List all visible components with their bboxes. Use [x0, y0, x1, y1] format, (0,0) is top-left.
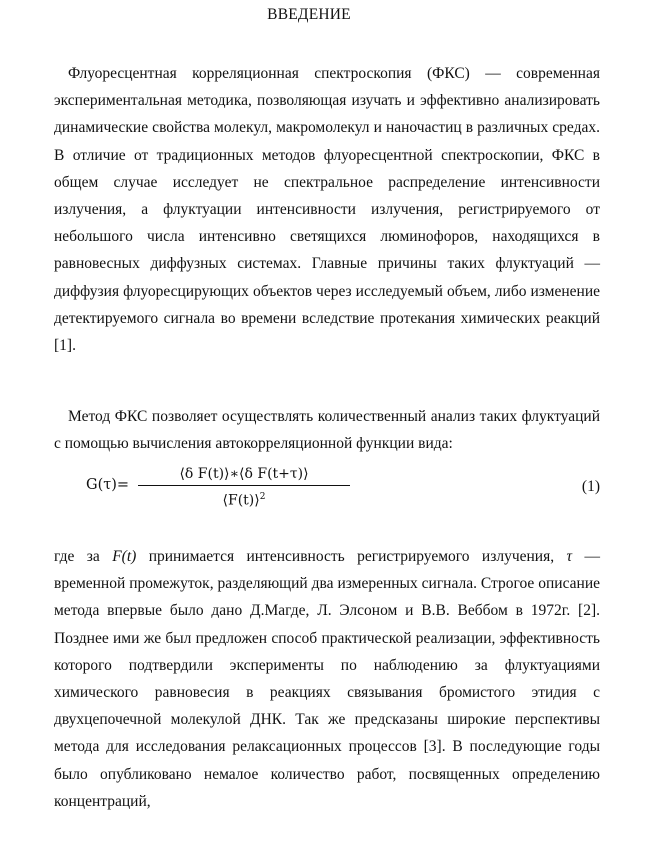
paragraph-intro: Флуоресцентная корреляционная спектроскопия (ФКС) — современная экспериментальная методика, позволяющая изучать и эффективно анализировать динамические свойства молекул, макромолекул и наночастиц в различных средах. В отличие от традиционных методов флуоресцентной спектроскопии, ФКС в общем случае исследует не спектральное распределение интенсивности излучения, а флуктуации интенсивности излучения, регистрируемого от небольшого числа интенсивно светящихся люминофоров, находящихся в равновесных диффузных системах. Главные причины таких флуктуаций — диффузия флуоресцирующих объектов через исследуемый объем, либо изменение детектируемого сигнала во времени вследствие протекания химических реакций [1]. — [54, 65, 600, 355]
tau-variable: τ — [566, 548, 573, 565]
paragraph-history-rest: — временной промежуток, разделяющий два измеренных сигнала. Строгое описание метода впервые было дано Д.Магде, Л. Элсоном и В.В. Веббом в 1972г. [2]. Позднее ими же был предложен способ практической реализации, эффективность которого подтвердили эксперименты по наблюдению за флуктуациями химического равновесия в реакциях связывания бромистого этидия с двухцепочечной молекулой ДНК. Так же предсказаны широкие перспективы метода для исследования релаксационных процессов [3]. В последующие годы было опубликовано немалое количество работ, посвященных определению концентраций, — [54, 548, 601, 810]
formula-lhs: G(τ)= — [86, 477, 130, 493]
formula-numerator: ⟨δ F(t)⟩∗⟨δ F(t+τ)⟩ — [179, 466, 309, 482]
autocorrelation-formula — [82, 465, 602, 511]
paragraph-history — [54, 543, 600, 815]
equation-number: (1) — [581, 478, 600, 495]
paragraph-history-mid: принимается интенсивность регистрируемого излучения, — [136, 548, 567, 565]
formula-denominator-wrap — [138, 488, 350, 510]
paragraph-method: Метод ФКС позволяет осуществлять количественный анализ таких флуктуаций с помощью вычисления автокорреляционной функции вида: — [54, 408, 600, 453]
section-heading: ВВЕДЕНИЕ — [267, 6, 351, 23]
fraction-bar — [138, 485, 350, 486]
formula-exponent: 2 — [259, 492, 266, 502]
formula-fraction — [138, 465, 350, 510]
formula-denominator: ⟨F(t)⟩ — [222, 492, 260, 509]
intensity-variable: F(t) — [112, 548, 137, 565]
paragraph-history-lead: где за — [54, 548, 113, 565]
